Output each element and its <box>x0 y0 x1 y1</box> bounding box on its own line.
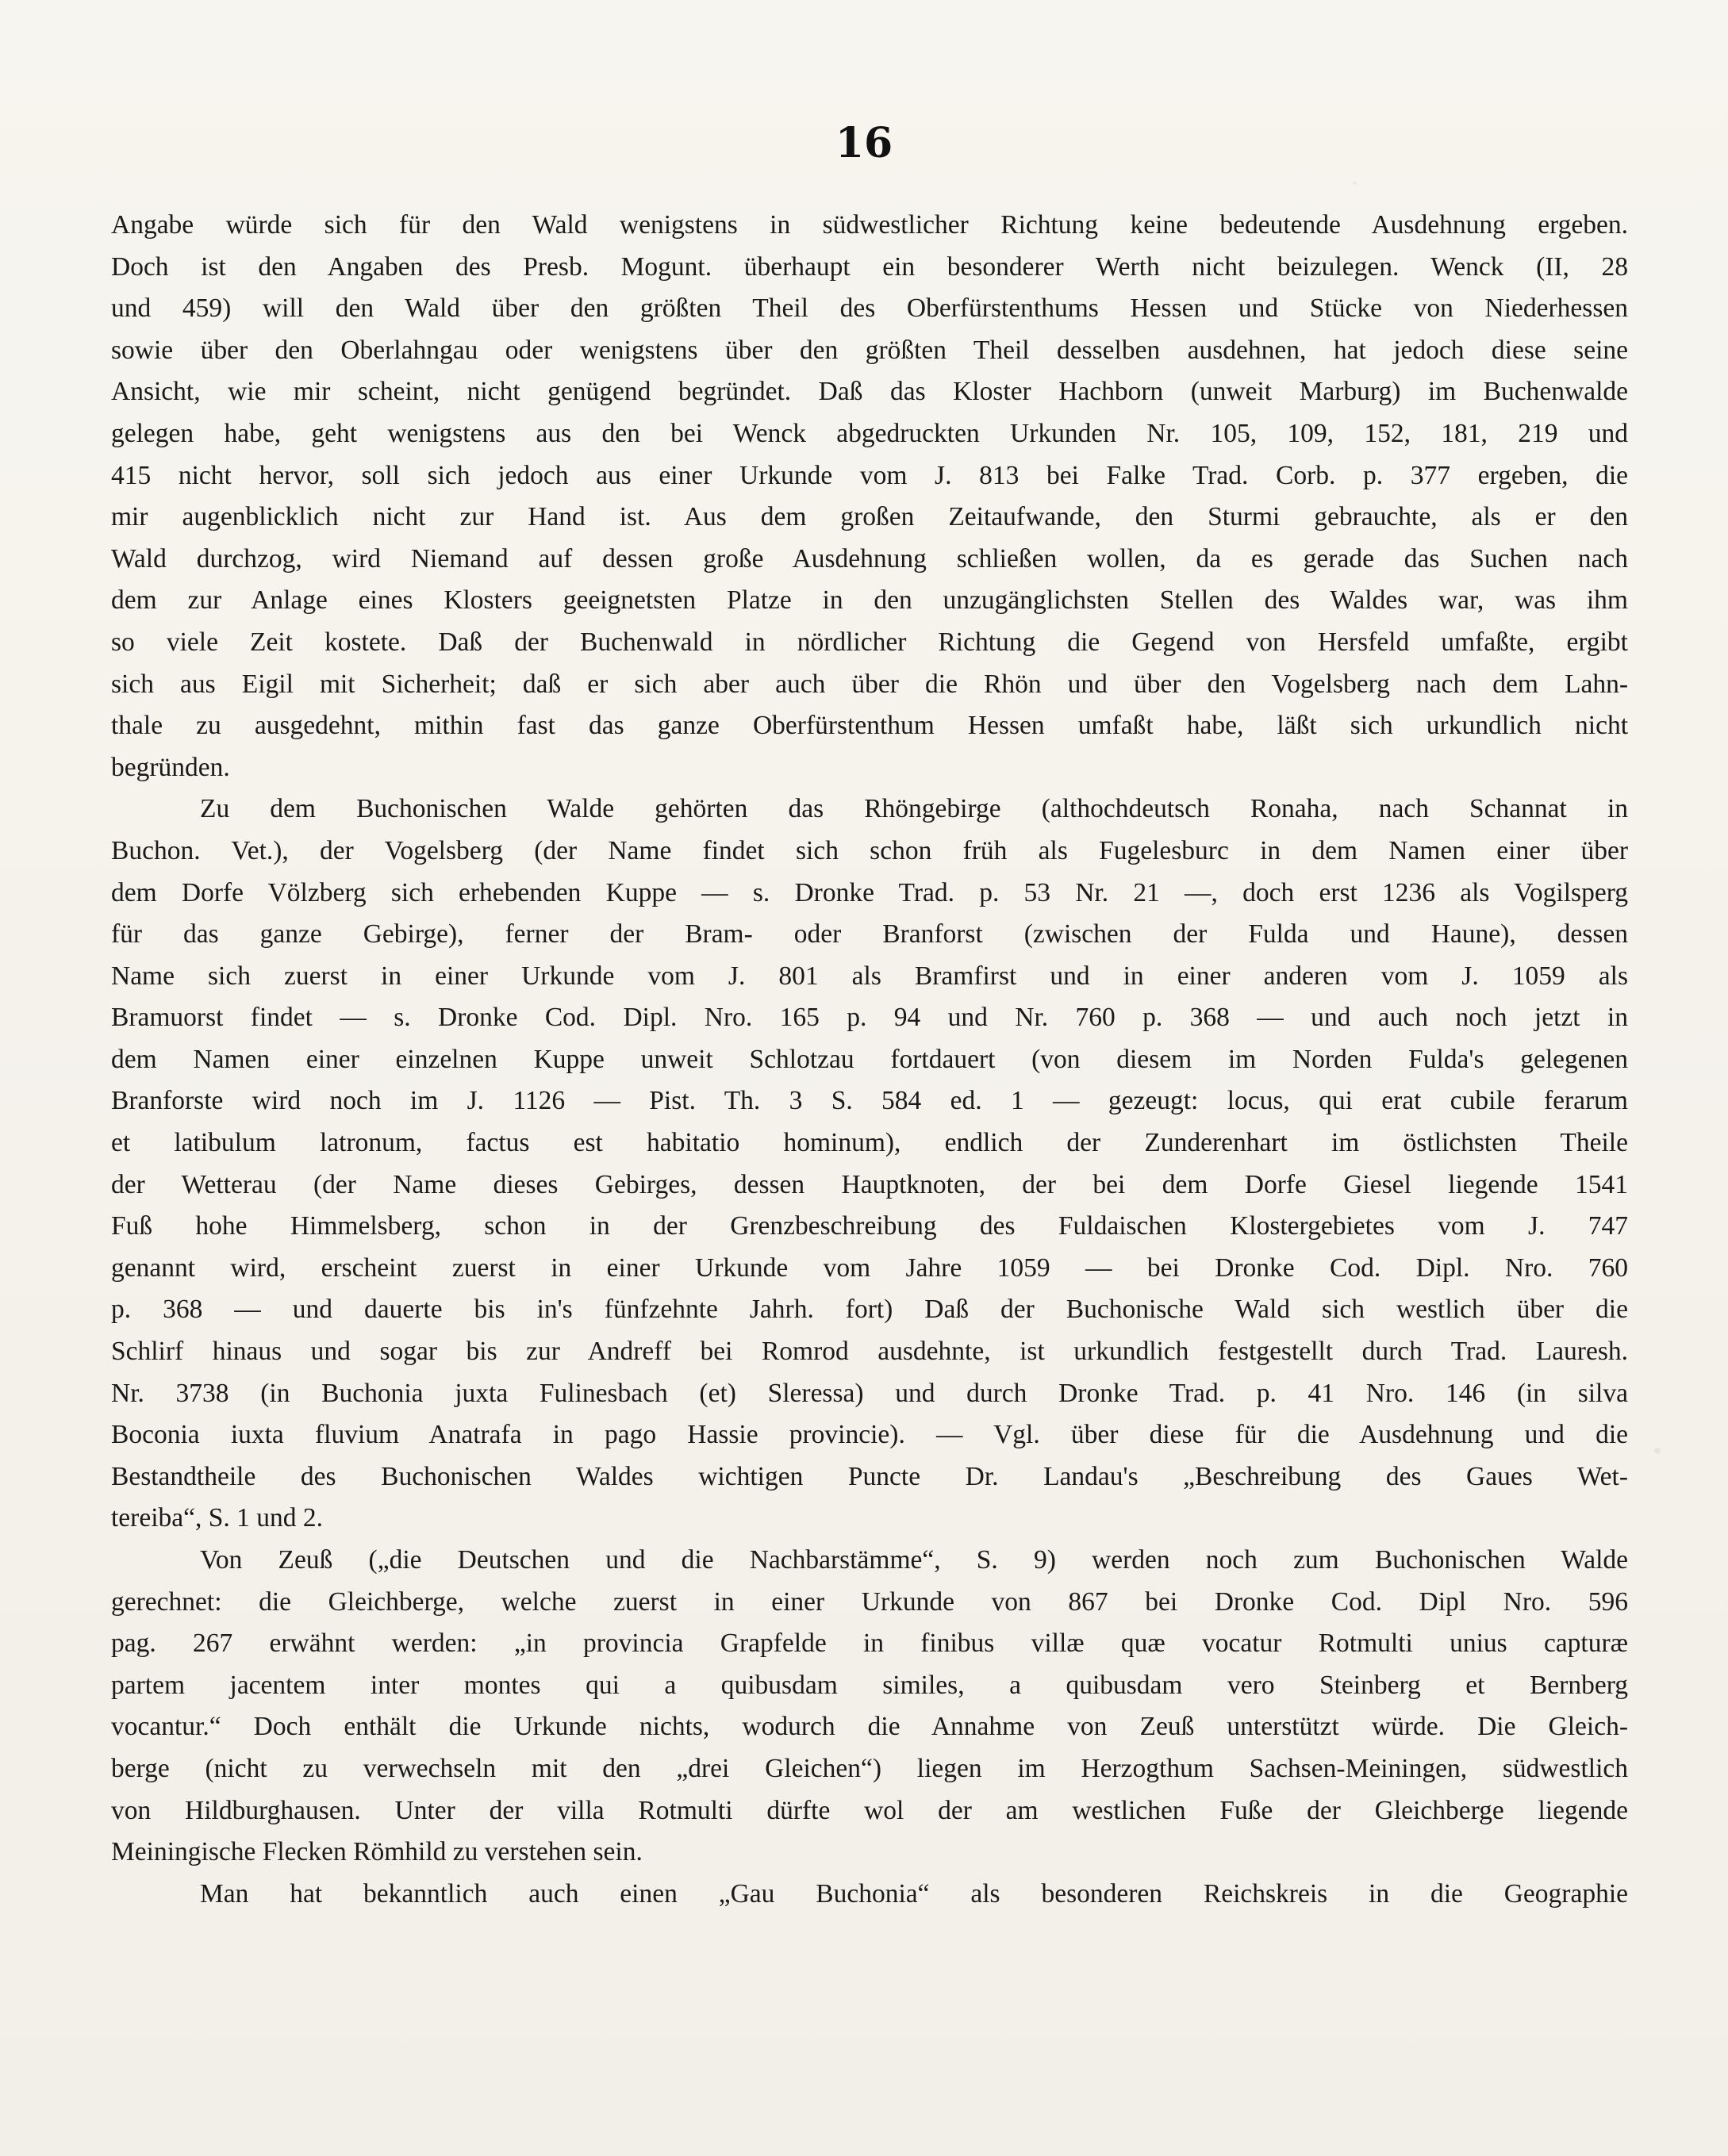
text-line: Schlirf hinaus und sogar bis zur Andreff bei Romrod ausdehnte, ist urkundlich festgestellt durch Trad. Lauresh. <box>111 1337 1628 1367</box>
text-line: dem Dorfe Völzberg sich erhebenden Kuppe — s. Dronke Trad. p. 53 Nr. 21 —, doch erst 1236 als Vogilsperg <box>111 877 1628 907</box>
text-line: sowie über den Oberlahngau oder wenigstens über den größten Theil desselben ausdehnen, hat jedoch diese seine <box>111 335 1628 365</box>
text-line: von Hildburghausen. Unter der villa Rotmulti dürfte wol der am westlichen Fuße der Gleichberge liegende <box>111 1795 1628 1825</box>
text-line: pag. 267 erwähnt werden: „in provincia Grapfelde in finibus villæ quæ vocatur Rotmulti unius capturæ <box>111 1629 1628 1659</box>
text-line: Doch ist den Angaben des Presb. Mogunt. überhaupt ein besonderer Werth nicht beizulegen. Wenck (II, 28 <box>111 251 1628 282</box>
text-line: Name sich zuerst in einer Urkunde vom J. 801 als Bramfirst und in einer anderen vom J. 1059 als <box>111 961 1628 991</box>
text-line: p. 368 — und dauerte bis in's fünfzehnte Jahrh. fort) Daß der Buchonische Wald sich westlich über die <box>111 1295 1628 1325</box>
text-line: für das ganze Gebirge), ferner der Bram- oder Branforst (zwischen der Fulda und Haune), dessen <box>111 919 1628 949</box>
text-line: Branforste wird noch im J. 1126 — Pist. Th. 3 S. 584 ed. 1 — gezeugt: locus, qui erat cubile ferarum <box>111 1086 1628 1116</box>
text-line: vocantur.“ Doch enthält die Urkunde nichts, wodurch die Annahme von Zeuß unterstützt würde. Die Gleich- <box>111 1712 1628 1742</box>
text-line: berge (nicht zu verwechseln mit den „drei Gleichen“) liegen im Herzogthum Sachsen-Meiningen, südwestlich <box>111 1753 1628 1783</box>
text-line: der Wetterau (der Name dieses Gebirges, dessen Hauptknoten, der bei dem Dorfe Giesel liegende 1541 <box>111 1169 1628 1199</box>
text-line: sich aus Eigil mit Sicherheit; daß er sich aber auch über die Rhön und über den Vogelsberg nach dem Lahn- <box>111 669 1628 699</box>
text-line: Zu dem Buchonischen Walde gehörten das Rhöngebirge (althochdeutsch Ronaha, nach Schannat in <box>200 794 1628 824</box>
text-line: Nr. 3738 (in Buchonia juxta Fulinesbach (et) Sleressa) und durch Dronke Trad. p. 41 Nro. 146 (in silva <box>111 1378 1628 1408</box>
paper-smudge <box>1353 181 1357 185</box>
paper-smudge <box>1654 1448 1661 1454</box>
text-line: Wald durchzog, wird Niemand auf dessen große Ausdehnung schließen wollen, da es gerade das Suchen nach <box>111 543 1628 574</box>
text-line: Angabe würde sich für den Wald wenigstens in südwestlicher Richtung keine bedeutende Ausdehnung ergeben. <box>111 210 1628 240</box>
text-line: mir augenblicklich nicht zur Hand ist. Aus dem großen Zeitaufwande, den Sturmi gebrauchte, als er den <box>111 502 1628 532</box>
text-line: dem Namen einer einzelnen Kuppe unweit Schlotzau fortdauert (von diesem im Norden Fulda's gelegenen <box>111 1044 1628 1074</box>
text-line: und 459) will den Wald über den größten Theil des Oberfürstenthums Hessen und Stücke von Niederhessen <box>111 293 1628 324</box>
text-line: et latibulum latronum, factus est habitatio hominum), endlich der Zunderenhart im östlichsten Theile <box>111 1128 1628 1158</box>
text-line: Von Zeuß („die Deutschen und die Nachbarstämme“, S. 9) werden noch zum Buchonischen Walde <box>200 1545 1628 1575</box>
text-line: gerechnet: die Gleichberge, welche zuerst in einer Urkunde von 867 bei Dronke Cod. Dipl Nro. 596 <box>111 1586 1628 1617</box>
text-line: Bestandtheile des Buchonischen Waldes wichtigen Puncte Dr. Landau's „Beschreibung des Gaues Wet- <box>111 1461 1628 1491</box>
body-text <box>111 205 1628 1915</box>
text-line: dem zur Anlage eines Klosters geeignetsten Platze in den unzugänglichsten Stellen des Waldes war, was ihm <box>111 585 1628 616</box>
text-line: partem jacentem inter montes qui a quibusdam similes, a quibusdam vero Steinberg et Bernberg <box>111 1670 1628 1700</box>
text-line: genannt wird, erscheint zuerst in einer Urkunde vom Jahre 1059 — bei Dronke Cod. Dipl. Nro. 760 <box>111 1253 1628 1283</box>
text-line: tereiba“, S. 1 und 2. <box>111 1503 324 1533</box>
text-line: Bramuorst findet — s. Dronke Cod. Dipl. Nro. 165 p. 94 und Nr. 760 p. 368 — und auch noch jetzt in <box>111 1003 1628 1033</box>
text-line: Fuß hohe Himmelsberg, schon in der Grenzbeschreibung des Fuldaischen Klostergebietes vom J. 747 <box>111 1211 1628 1241</box>
page-number: 16 <box>835 119 893 167</box>
text-line: thale zu ausgedehnt, mithin fast das ganze Oberfürstenthum Hessen umfaßt habe, läßt sich urkundlich nicht <box>111 711 1628 741</box>
text-line: Boconia iuxta fluvium Anatrafa in pago Hassie provincie). — Vgl. über diese für die Ausdehnung und die <box>111 1420 1628 1450</box>
text-line: 415 nicht hervor, soll sich jedoch aus einer Urkunde vom J. 813 bei Falke Trad. Corb. p. 377 ergeben, die <box>111 460 1628 490</box>
text-line: Man hat bekanntlich auch einen „Gau Buchonia“ als besonderen Reichskreis in die Geographie <box>200 1878 1628 1909</box>
text-line: Ansicht, wie mir scheint, nicht genügend begründet. Daß das Kloster Hachborn (unweit Marburg) im Buchenwalde <box>111 377 1628 407</box>
text-line: so viele Zeit kostete. Daß der Buchenwald in nördlicher Richtung die Gegend von Hersfeld umfaßte, ergibt <box>111 627 1628 657</box>
text-line: Buchon. Vet.), der Vogelsberg (der Name findet sich schon früh als Fugelesburc in dem Namen einer über <box>111 835 1628 865</box>
text-line: Meiningische Flecken Römhild zu verstehen sein. <box>111 1837 643 1867</box>
text-line: gelegen habe, geht wenigstens aus den bei Wenck abgedruckten Urkunden Nr. 105, 109, 152, 181, 219 und <box>111 418 1628 448</box>
text-line: begründen. <box>111 752 230 782</box>
